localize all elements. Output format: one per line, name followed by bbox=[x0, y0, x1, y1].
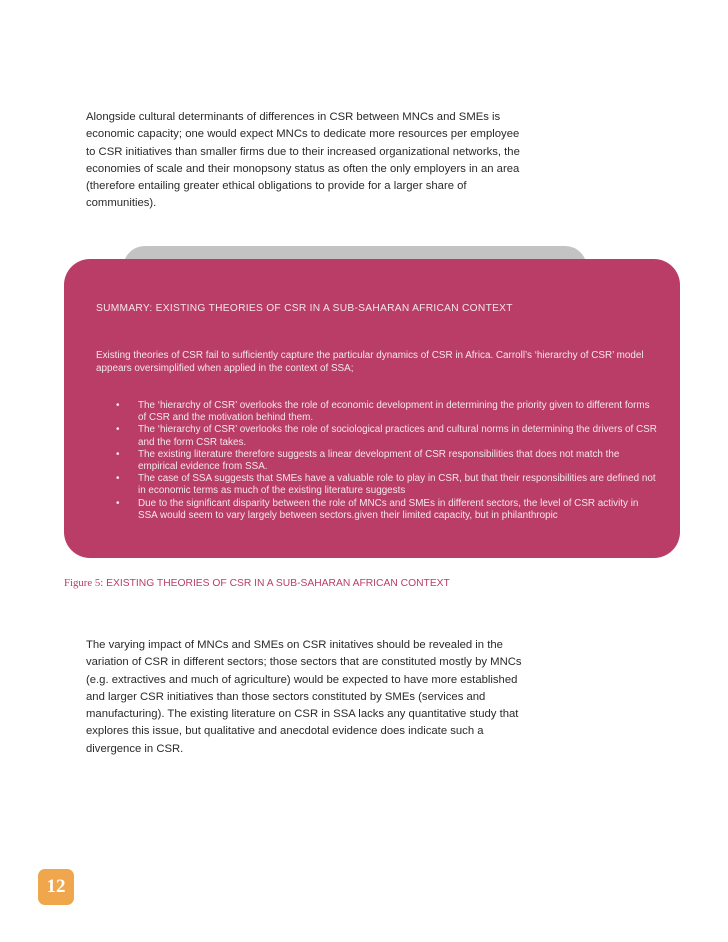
body-paragraph-1: Alongside cultural determinants of differences in CSR between MNCs and SMEs is economic capacity; one would expect MNCs to dedicate more resources per employee to CSR initiatives than smaller firms due to their increased organizational networks, the economies of scale and their monopsony status as often the only employers in an area (therefore entailing greater ethical obligations to provide for a larger share of communities). bbox=[86, 111, 520, 210]
bullet-icon: • bbox=[116, 424, 120, 436]
list-item-text: The existing literature therefore suggests a linear development of CSR responsibilities that does not match the empirical evidence from SSA. bbox=[138, 448, 620, 473]
figure-caption-text: EXISTING THEORIES OF CSR IN A SUB-SAHARAN AFRICAN CONTEXT bbox=[106, 578, 450, 589]
list-item bbox=[112, 473, 658, 497]
callout-bullet-list bbox=[112, 400, 658, 522]
bullet-icon: • bbox=[116, 473, 120, 485]
page-number-badge: 12 bbox=[38, 869, 74, 905]
list-item-text: Due to the significant disparity between the role of MNCs and SMEs in different sectors, the level of CSR activity in SSA would seem to vary largely between sectors.given their limited capacity, but in philanthropic bbox=[138, 497, 639, 521]
figure-caption bbox=[64, 577, 450, 589]
bullet-icon: • bbox=[116, 497, 120, 509]
list-item-text: The case of SSA suggests that SMEs have a valuable role to play in CSR, but that their responsibilities are defined not in economic terms as much of the existing literature suggests bbox=[138, 473, 656, 497]
body-paragraph-2: The varying impact of MNCs and SMEs on CSR initatives should be revealed in the variation of CSR in different sectors; those sectors that are constituted mostly by MNCs (e.g. extractives and much of agriculture) would be expected to have more established and larger CSR initiatives than those sectors constituted by SMEs (services and manufacturing). The existing literature on CSR in SSA lacks any quantitative study that explores this issue, but qualitative and anecdotal evidence does indicate such a divergence in CSR. bbox=[86, 639, 522, 755]
figure-label: Figure 5: bbox=[64, 577, 104, 589]
bullet-icon: • bbox=[116, 400, 120, 411]
list-item bbox=[112, 400, 658, 424]
list-item bbox=[112, 498, 658, 522]
list-item bbox=[112, 424, 658, 448]
callout-intro: Existing theories of CSR fail to sufficiently capture the particular dynamics of CSR in Africa. Carroll’s ‘hierarchy of CSR’ model appears oversimplified when applied in the context of SSA; bbox=[96, 350, 644, 375]
list-item-text: The ‘hierarchy of CSR’ overlooks the role of economic development in determining the priority given to different forms of CSR and the motivation behind them. bbox=[138, 400, 650, 424]
callout-title: SUMMARY: EXISTING THEORIES OF CSR IN A SUB-SAHARAN AFRICAN CONTEXT bbox=[96, 303, 513, 314]
list-item bbox=[112, 449, 658, 473]
list-item-text: The ‘hierarchy of CSR’ overlooks the role of sociological practices and cultural norms in determining the drivers of CSR and the form CSR takes. bbox=[138, 424, 657, 448]
bullet-icon: • bbox=[116, 448, 120, 460]
summary-callout-box bbox=[64, 259, 680, 558]
